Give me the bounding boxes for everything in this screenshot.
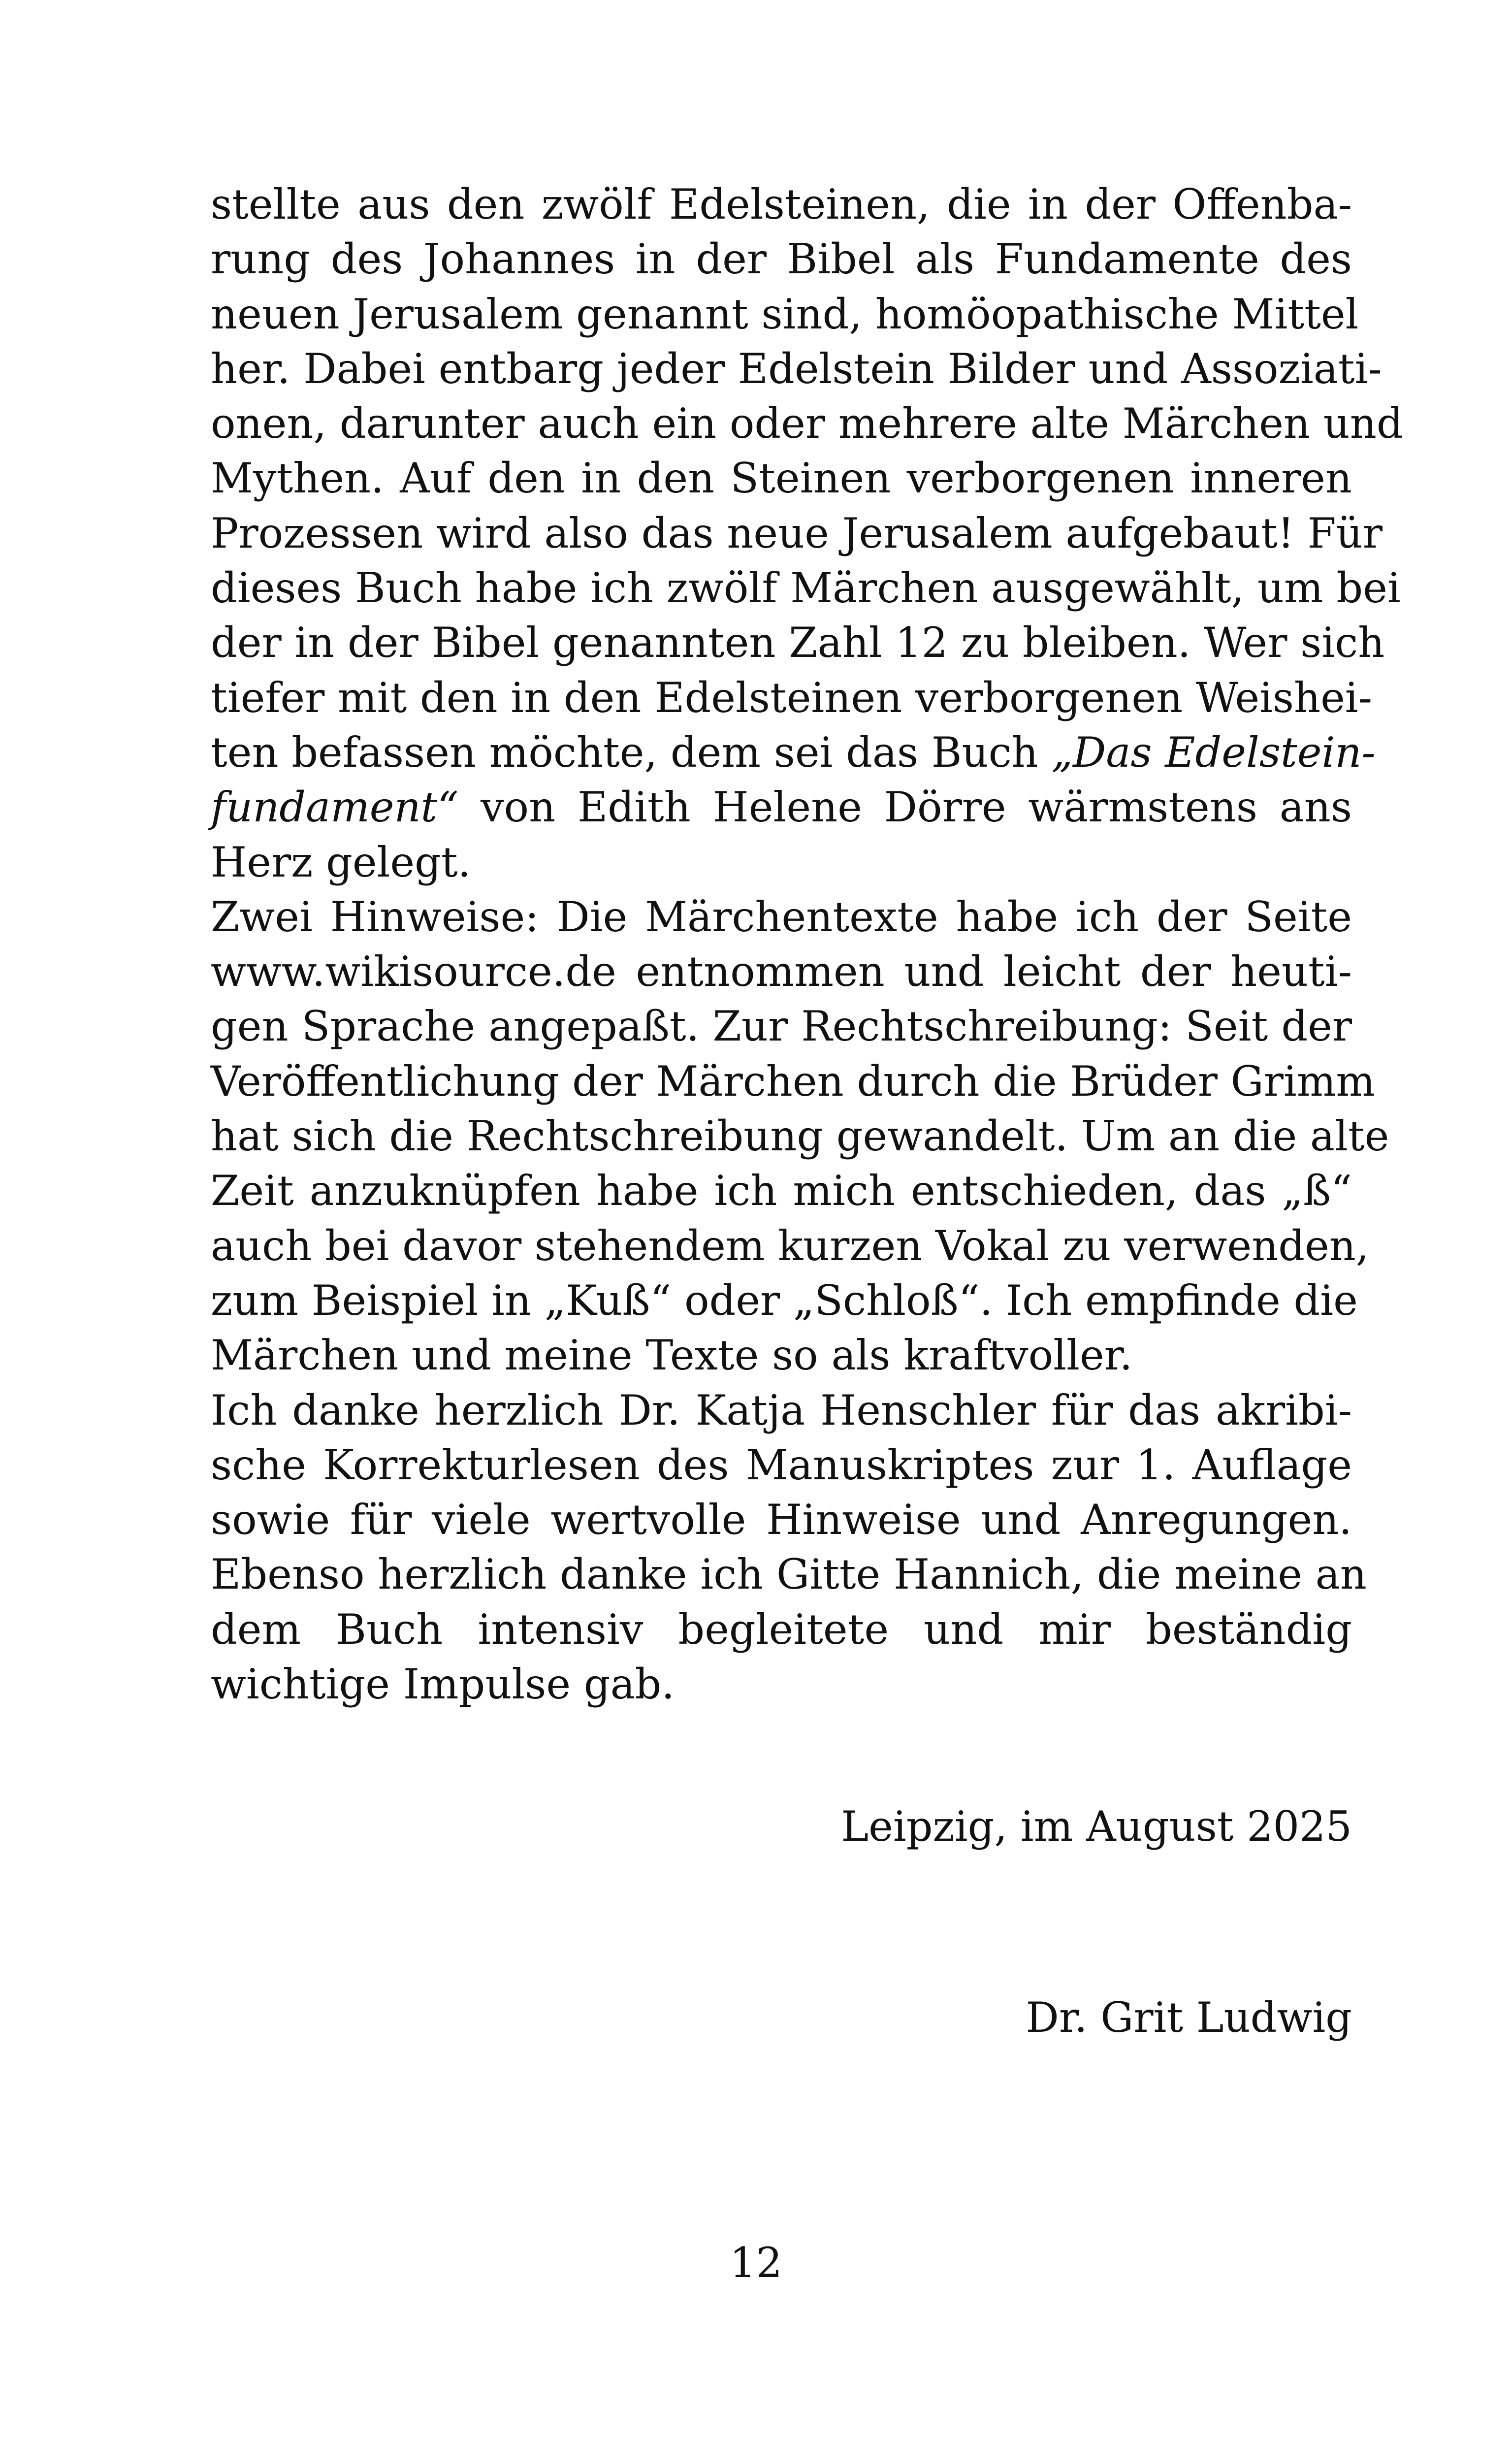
text-line: Zwei Hinweise: Die Märchentexte habe ich der Seite	[211, 892, 1352, 941]
text-segment: von Edith Helene Dörre wärmstens ans	[458, 783, 1352, 832]
text-line: onen, darunter auch ein oder mehrere alte Märchen und	[211, 399, 1403, 448]
text-line: Ebenso herzlich danke ich Gitte Hannich, die meine an	[211, 1550, 1367, 1599]
text-segment: ten befassen möchte, dem sei das Buch	[211, 728, 1052, 777]
text-line: Prozessen wird also das neue Jerusalem aufgebaut! Für	[211, 509, 1383, 557]
text-line: Zeit anzuknüpfen habe ich mich entschieden, das „ß“	[211, 1167, 1352, 1215]
text-line: stellte aus den zwölf Edelsteinen, die in der Offenba-	[211, 180, 1352, 228]
text-line: sowie für viele wertvolle Hinweise und Anregungen.	[211, 1496, 1352, 1544]
body-text	[211, 177, 1403, 1712]
text-line: hat sich die Rechtschreibung gewandelt. Um an die alte	[211, 1112, 1389, 1161]
text-line: Ich danke herzlich Dr. Katja Henschler für das akribi-	[211, 1386, 1352, 1434]
text-line: der in der Bibel genannten Zahl 12 zu bleiben. Wer sich	[211, 619, 1385, 667]
text-line: auch bei davor stehendem kurzen Vokal zu verwenden,	[211, 1221, 1369, 1270]
text-line: wichtige Impulse gab.	[211, 1660, 675, 1709]
text-line: dieses Buch habe ich zwölf Märchen ausgewählt, um bei	[211, 564, 1401, 613]
text-line: rung des Johannes in der Bibel als Fundamente des	[211, 235, 1352, 284]
text-line: Herz gelegt.	[211, 838, 471, 886]
page-number: 12	[730, 2239, 782, 2287]
author-signature: Dr. Grit Ludwig	[1026, 1993, 1352, 2042]
text-line: her. Dabei entbarg jeder Edelstein Bilder und Assoziati-	[211, 344, 1382, 393]
text-line: Veröffentlichung der Märchen durch die Brüder Grimm	[211, 1057, 1376, 1106]
text-line: tiefer mit den in den Edelsteinen verborgenen Weishei-	[211, 673, 1373, 722]
book-title-italic: fundament“	[211, 783, 459, 832]
text-line: gen Sprache angepaßt. Zur Rechtschreibung: Seit der	[211, 1002, 1352, 1051]
text-line: www.wikisource.de entnommen und leicht der heuti-	[211, 947, 1352, 996]
text-line: Mythen. Auf den in den Steinen verborgenen inneren	[211, 454, 1352, 503]
text-line: sche Korrekturlesen des Manuskriptes zur 1. Auflage	[211, 1440, 1352, 1489]
text-line	[211, 725, 1376, 780]
text-line: zum Beispiel in „Kuß“ oder „Schloß“. Ich empfinde die	[211, 1276, 1358, 1325]
text-line	[211, 780, 1352, 835]
text-line: neuen Jerusalem genannt sind, homöopathische Mittel	[211, 290, 1359, 338]
book-title-italic: „Das Edelstein-	[1051, 728, 1376, 777]
text-line: Märchen und meine Texte so als kraftvoller.	[211, 1331, 1133, 1380]
place-date: Leipzig, im August 2025	[841, 1802, 1352, 1851]
text-line: dem Buch intensiv begleitete und mir beständig	[211, 1605, 1352, 1654]
